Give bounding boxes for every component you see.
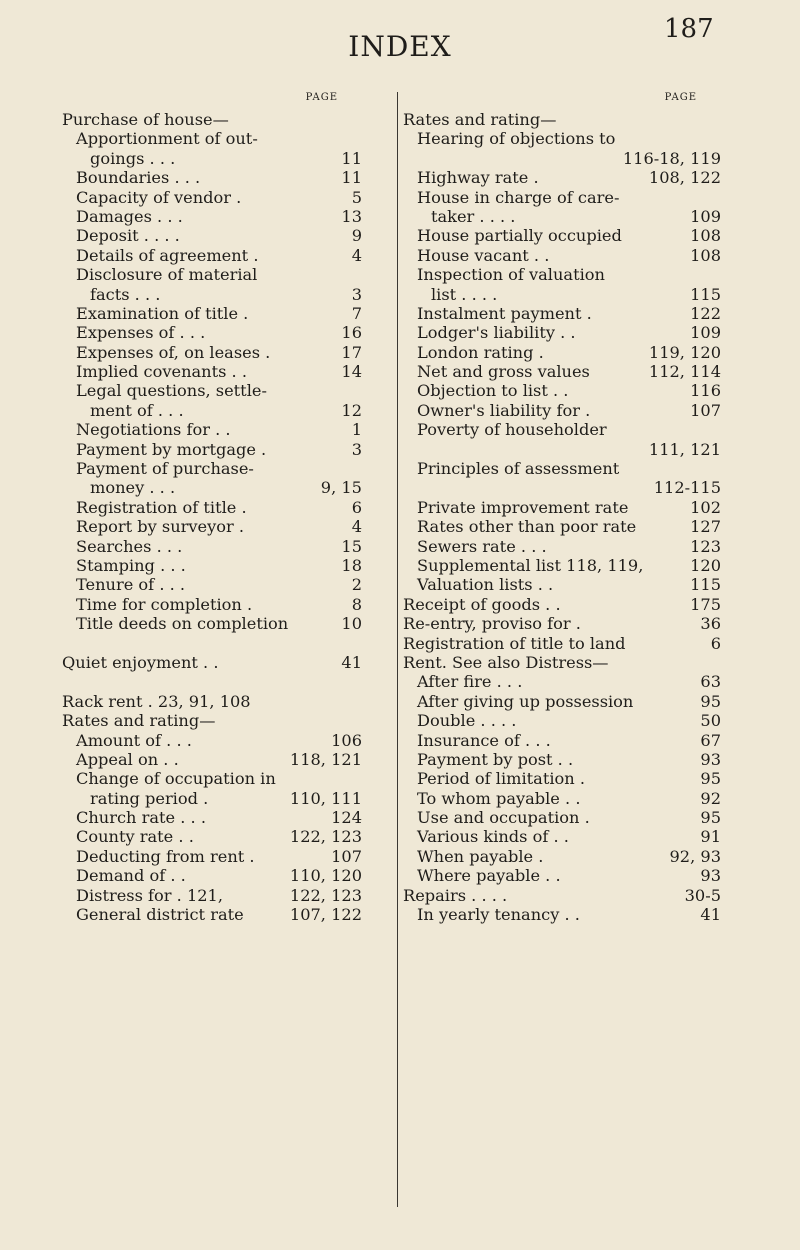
index-entry: [62, 692, 362, 711]
index-entry: [403, 381, 721, 400]
entry-text: Boundaries . . .: [76, 168, 201, 188]
index-entry: [62, 440, 362, 459]
entry-pages: 3: [351, 439, 362, 459]
entry-text: Church rate . . .: [76, 808, 206, 828]
entry-text: Damages . . .: [76, 206, 183, 226]
entry-text: Valuation lists . .: [417, 575, 554, 595]
entry-pages: 3: [351, 284, 362, 304]
index-entry: [62, 265, 362, 284]
index-entry: [403, 653, 721, 672]
entry-pages: 93: [700, 749, 721, 769]
entry-text: Various kinds of . .: [417, 827, 569, 847]
index-entry: [403, 517, 721, 536]
entry-pages: 91: [700, 827, 721, 847]
entry-pages: 18: [341, 555, 362, 575]
entry-text: money . . .: [90, 478, 176, 498]
entry-pages: 108: [690, 245, 721, 265]
index-entry: [403, 866, 721, 885]
entry-pages: 120: [690, 555, 721, 575]
index-entry: [403, 808, 721, 827]
entry-text: Legal questions, settle-: [76, 381, 267, 401]
entry-text: Details of agreement .: [76, 245, 259, 265]
entry-pages: 106: [331, 730, 362, 750]
entry-text: Disclosure of material: [76, 265, 258, 285]
index-entry: [62, 149, 362, 168]
entry-pages: 9, 15: [320, 478, 362, 498]
entry-pages: 115: [690, 575, 721, 595]
page-number: 187: [664, 14, 714, 44]
entry-text: Amount of . . .: [76, 730, 192, 750]
entry-text: Receipt of goods . .: [403, 594, 561, 614]
entry-pages: 11: [341, 168, 362, 188]
entry-pages: 95: [700, 769, 721, 789]
entry-pages: 115: [690, 284, 721, 304]
index-entry: [62, 556, 362, 575]
entry-pages: 10: [341, 614, 362, 634]
entry-text: Double . . . .: [417, 711, 517, 731]
index-entry: [403, 110, 721, 129]
entry-pages: 109: [690, 323, 721, 343]
entry-text: Payment by post . .: [417, 749, 574, 769]
entry-spacer: [62, 634, 362, 653]
entry-pages: 67: [700, 730, 721, 750]
entry-pages: 111, 121: [648, 439, 721, 459]
entry-pages: 122: [690, 303, 721, 323]
index-entry: [403, 207, 721, 226]
index-entry: [403, 634, 721, 653]
entry-text: Distress for . 121,: [76, 885, 223, 905]
entry-pages: 12: [341, 400, 362, 420]
index-entry: [62, 517, 362, 536]
index-entries-right: [403, 110, 721, 924]
index-entry: [62, 808, 362, 827]
index-entry: [62, 789, 362, 808]
entry-pages: 15: [341, 536, 362, 556]
entry-text: Payment of purchase-: [76, 459, 254, 479]
entry-text: Inspection of valuation: [417, 265, 605, 285]
index-entry: [62, 401, 362, 420]
index-entry: [403, 789, 721, 808]
entry-pages: 102: [690, 497, 721, 517]
page-title: INDEX: [348, 30, 452, 63]
entry-pages: 122, 123: [289, 827, 362, 847]
entry-text: Rates other than poor rate: [417, 517, 637, 537]
index-entry: [403, 265, 721, 284]
entry-pages: 122, 123: [289, 885, 362, 905]
entry-text: Re-entry, proviso for .: [403, 614, 581, 634]
index-entry: [62, 207, 362, 226]
index-entry: [403, 886, 721, 905]
index-entry: [62, 129, 362, 148]
entry-text: Registration of title .: [76, 497, 247, 517]
index-entry: [62, 769, 362, 788]
entry-pages: 116: [690, 381, 721, 401]
entry-text: Private improvement rate: [417, 497, 629, 517]
index-entry: [62, 420, 362, 439]
index-entry: [403, 905, 721, 924]
entry-pages: 30-5: [684, 885, 721, 905]
entry-text: Insurance of . . .: [417, 730, 551, 750]
index-entry: [403, 827, 721, 846]
index-entry: [403, 750, 721, 769]
entry-text: Rates and rating—: [403, 110, 557, 129]
entry-text: Tenure of . . .: [76, 575, 186, 595]
entry-text: Expenses of, on leases .: [76, 342, 271, 362]
entry-text: To whom payable . .: [417, 788, 581, 808]
entry-text: After giving up possession: [417, 691, 634, 711]
entry-text: taker . . . .: [431, 206, 516, 226]
entry-text: Highway rate .: [417, 168, 539, 188]
entry-spacer: [62, 672, 362, 691]
index-entry: [62, 847, 362, 866]
index-entry: [403, 188, 721, 207]
index-entry: [62, 711, 362, 730]
entry-text: Change of occupation in: [76, 769, 276, 789]
entry-pages: 2: [351, 575, 362, 595]
entry-pages: 6: [710, 633, 721, 653]
index-entry: [62, 537, 362, 556]
entry-pages: 14: [341, 362, 362, 382]
index-entry: [403, 711, 721, 730]
index-entry: [403, 168, 721, 187]
entry-pages: 11: [341, 148, 362, 168]
entry-text: House partially occupied: [417, 226, 622, 246]
index-entry: [403, 129, 721, 148]
index-entry: [62, 188, 362, 207]
column-divider: [397, 92, 398, 1207]
index-entry: [403, 343, 721, 362]
entry-pages: 93: [700, 866, 721, 886]
entry-text: Objection to list . .: [417, 381, 569, 401]
entry-pages: 4: [351, 517, 362, 537]
index-entry: [403, 556, 721, 575]
index-entry: [403, 304, 721, 323]
entry-pages: 92: [700, 788, 721, 808]
entry-pages: 127: [690, 517, 721, 537]
index-entry: [403, 478, 721, 497]
index-entry: [403, 537, 721, 556]
entry-text: County rate . .: [76, 827, 194, 847]
entry-text: Use and occupation .: [417, 808, 590, 828]
index-entry: [62, 381, 362, 400]
entry-pages: 6: [351, 497, 362, 517]
index-entry: [62, 478, 362, 497]
entry-text: Rates and rating—: [62, 711, 216, 731]
column-label: PAGE: [664, 92, 697, 103]
entry-text: Expenses of . . .: [76, 323, 206, 343]
entry-text: Searches . . .: [76, 536, 183, 556]
entry-pages: 108, 122: [648, 168, 721, 188]
index-entry: [62, 905, 362, 924]
entry-text: Hearing of objections to: [417, 129, 616, 149]
index-entry: [62, 226, 362, 245]
entry-text: Period of limitation .: [417, 769, 585, 789]
entry-pages: 95: [700, 691, 721, 711]
entry-pages: 9: [351, 226, 362, 246]
entry-text: list . . . .: [431, 284, 498, 304]
entry-text: Examination of title .: [76, 303, 249, 323]
index-entry: [62, 459, 362, 478]
entry-pages: 7: [351, 303, 362, 323]
index-entry: [403, 323, 721, 342]
entry-text: Repairs . . . .: [403, 885, 508, 905]
entry-text: Net and gross values: [417, 362, 590, 382]
index-entry: [62, 866, 362, 885]
index-entry: [403, 401, 721, 420]
index-entry: [403, 362, 721, 381]
index-entry: [62, 886, 362, 905]
entry-pages: 16: [341, 323, 362, 343]
entry-text: In yearly tenancy . .: [417, 905, 580, 925]
entry-text: ment of . . .: [90, 400, 184, 420]
entry-text: Rack rent . 23, 91, 108: [62, 691, 251, 711]
index-entries-left: [62, 110, 362, 924]
entry-text: Apportionment of out-: [76, 129, 258, 149]
index-entry: [403, 731, 721, 750]
index-entry: [62, 731, 362, 750]
column-label: PAGE: [305, 92, 338, 103]
entry-text: Stamping . . .: [76, 555, 186, 575]
entry-text: Negotiations for . .: [76, 420, 231, 440]
entry-pages: 118, 121: [289, 749, 362, 769]
index-entry: [403, 440, 721, 459]
index-entry: [403, 672, 721, 691]
index-entry: [62, 343, 362, 362]
entry-text: House vacant . .: [417, 245, 550, 265]
entry-text: Payment by mortgage .: [76, 439, 267, 459]
entry-pages: 107: [331, 846, 362, 866]
entry-pages: 110, 120: [289, 866, 362, 886]
entry-pages: 112, 114: [648, 362, 721, 382]
index-entry: [62, 110, 362, 129]
entry-text: Appeal on . .: [76, 749, 179, 769]
entry-text: Owner's liability for .: [417, 400, 591, 420]
entry-pages: 107, 122: [289, 905, 362, 925]
entry-text: Report by surveyor .: [76, 517, 245, 537]
index-entry: [403, 420, 721, 439]
entry-text: Quiet enjoyment . .: [62, 652, 219, 672]
index-entry: [62, 362, 362, 381]
index-column-right: [403, 92, 721, 924]
entry-text: Purchase of house—: [62, 110, 229, 129]
index-entry: [403, 498, 721, 517]
index-entry: [62, 575, 362, 594]
entry-pages: 175: [690, 594, 721, 614]
entry-text: Principles of assessment: [417, 459, 620, 479]
index-entry: [403, 226, 721, 245]
entry-text: Rent. See also Distress—: [403, 652, 609, 672]
entry-pages: 36: [700, 614, 721, 634]
index-entry: [62, 246, 362, 265]
entry-pages: 112-115: [653, 478, 721, 498]
entry-pages: 92, 93: [669, 846, 721, 866]
index-entry: [62, 285, 362, 304]
index-entry: [403, 595, 721, 614]
index-entry: [403, 459, 721, 478]
entry-text: Deposit . . . .: [76, 226, 180, 246]
entry-pages: 95: [700, 808, 721, 828]
index-entry: [403, 847, 721, 866]
index-entry: [403, 614, 721, 633]
entry-pages: 5: [351, 187, 362, 207]
entry-pages: 119, 120: [648, 342, 721, 362]
entry-pages: 63: [700, 672, 721, 692]
entry-pages: 116-18, 119: [622, 148, 721, 168]
index-column-left: [62, 92, 362, 924]
entry-text: After fire . . .: [417, 672, 523, 692]
entry-pages: 41: [341, 652, 362, 672]
index-entry: [403, 575, 721, 594]
index-entry: [403, 769, 721, 788]
entry-text: Lodger's liability . .: [417, 323, 576, 343]
entry-text: Registration of title to land: [403, 633, 626, 653]
index-entry: [62, 614, 362, 633]
entry-text: Supplemental list 118, 119,: [417, 555, 644, 575]
entry-pages: 50: [700, 711, 721, 731]
index-entry: [403, 246, 721, 265]
entry-text: London rating .: [417, 342, 544, 362]
entry-text: When payable .: [417, 846, 544, 866]
index-entry: [62, 595, 362, 614]
entry-text: Title deeds on completion: [76, 614, 289, 634]
entry-text: Instalment payment .: [417, 303, 592, 323]
entry-text: Deducting from rent .: [76, 846, 255, 866]
entry-pages: 17: [341, 342, 362, 362]
index-entry: [62, 304, 362, 323]
entry-pages: 41: [700, 905, 721, 925]
page-header: [0, 0, 800, 90]
entry-text: Demand of . .: [76, 866, 186, 886]
entry-text: House in charge of care-: [417, 187, 620, 207]
index-entry: [403, 149, 721, 168]
entry-text: Where payable . .: [417, 866, 561, 886]
index-entry: [62, 827, 362, 846]
entry-pages: 4: [351, 245, 362, 265]
entry-pages: 107: [690, 400, 721, 420]
entry-text: Sewers rate . . .: [417, 536, 547, 556]
index-entry: [403, 692, 721, 711]
entry-text: Capacity of vendor .: [76, 187, 242, 207]
entry-text: General district rate: [76, 905, 244, 925]
entry-pages: 123: [690, 536, 721, 556]
index-entry: [62, 498, 362, 517]
entry-pages: 108: [690, 226, 721, 246]
entry-text: rating period .: [90, 788, 209, 808]
entry-pages: 124: [331, 808, 362, 828]
index-entry: [403, 285, 721, 304]
entry-pages: 1: [351, 420, 362, 440]
index-entry: [62, 750, 362, 769]
entry-text: goings . . .: [90, 148, 176, 168]
index-entry: [62, 168, 362, 187]
index-entry: [62, 323, 362, 342]
entry-pages: 8: [351, 594, 362, 614]
entry-pages: 13: [341, 206, 362, 226]
entry-text: Poverty of householder: [417, 420, 607, 440]
entry-pages: 109: [690, 206, 721, 226]
entry-pages: 110, 111: [289, 788, 362, 808]
entry-text: Time for completion .: [76, 594, 253, 614]
entry-text: Implied covenants . .: [76, 362, 247, 382]
entry-text: facts . . .: [90, 284, 161, 304]
index-entry: [62, 653, 362, 672]
